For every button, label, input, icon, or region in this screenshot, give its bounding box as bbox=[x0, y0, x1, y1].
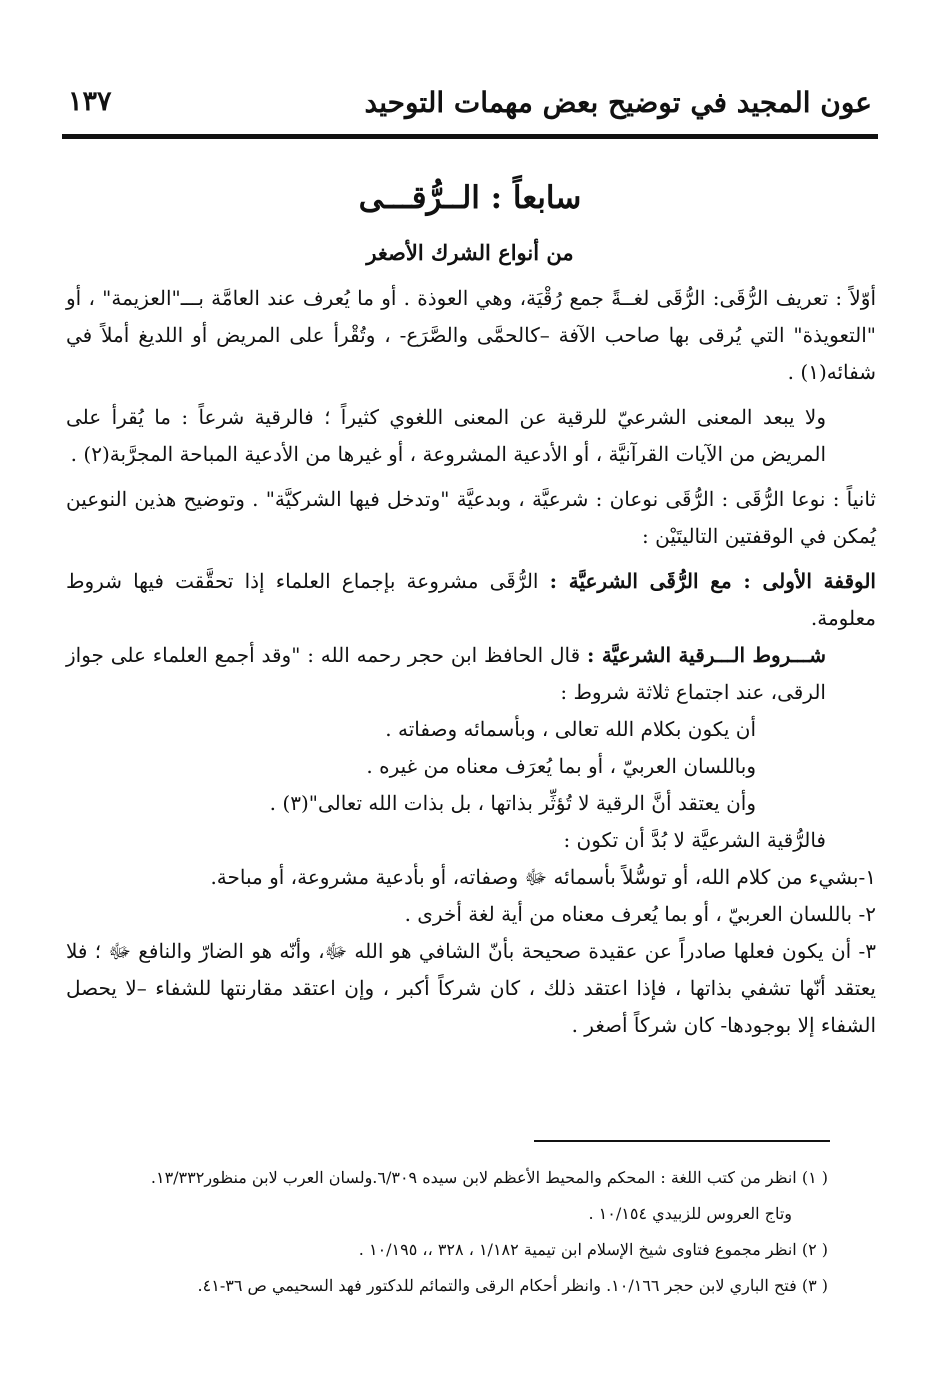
conditions-text: قال الحافظ ابن حجر رحمه الله : "وقد أجمع العلماء على جواز الرقى، عند اجتماع ثلاثة شروط : bbox=[66, 643, 826, 704]
footnote-1-continuation: وتاج العروس للزبيدي ١٠/١٥٤ . bbox=[588, 1204, 792, 1223]
footnote-1: ( ١) انظر من كتب اللغة : المحكم والمحيط الأعظم لابن سيده ٦/٣٠٩.ولسان العرب لابن منظور١٣/٣٣٢. bbox=[150, 1168, 828, 1187]
condition-3: وأن يعتقد أنَّ الرقية لا تُؤثِّر بذاتها ، بل بذات الله تعالى"(٣) . bbox=[269, 791, 756, 815]
condition-1: أن يكون بكلام الله تعالى ، وبأسمائه وصفاته . bbox=[385, 717, 756, 741]
condition-2: وباللسان العربيّ ، أو بما يُعرَف معناه من غيره . bbox=[366, 754, 756, 778]
legal-meaning-paragraph: ولا يبعد المعنى الشرعيّ للرقية عن المعنى اللغوي كثيراً ؛ فالرقية شرعاً : ما يُقرأ على المريض من الآيات القرآنيَّة ، أو الأدعية المشروعة ، أو غيرها من الأدعية المباحة المجرَّبة(٢) . bbox=[66, 405, 826, 466]
types-paragraph: ثانياً : نوعا الرُّقَى : الرُّقَى نوعان : شرعيَّة ، وبدعيَّة "وتدخل فيها الشركيَّة" . وتوضيح هذين النوعين يُمكن في الوقفتين التاليتَيْن : bbox=[66, 487, 876, 548]
first-pause-text: الرُّقَى مشروعة بإجماع العلماء إذا تحقَّقت فيها شروط معلومة. bbox=[66, 569, 876, 630]
page-number: ١٣٧ bbox=[68, 86, 112, 117]
list-item-1: ١-بشيء من كلام الله، أو توسُّلاً بأسمائه ﷻ وصفاته، أو بأدعية مشروعة، أو مباحة. bbox=[210, 865, 876, 889]
conditions-paragraph bbox=[66, 637, 876, 711]
definition-paragraph: أوّلاً : تعريف الرُّقَى: الرُّقَى لغــةً جمع رُقْيَة، وهي العوذة . أو ما يُعرف عند العامَّة بـــ"العزيمة" ، أو "التعويذة" التي يُرقى بها صاحب الآفة –كالحمَّى والصَّرَع- ، وتُقْرأ على المريض أو اللديغ أملاً في شفائه(١) . bbox=[66, 286, 876, 384]
conditions-label: شـــروط الـــرقية الشرعيَّة : bbox=[587, 643, 826, 667]
body-text bbox=[66, 280, 876, 1044]
running-title: عون المجيد في توضيح بعض مهمات التوحيد bbox=[364, 86, 872, 119]
footnote-rule bbox=[534, 1140, 830, 1142]
footnote-3: ( ٣) فتح الباري لابن حجر ١٠/١٦٦. وانظر أحكام الرقى والتمائم للدكتور فهد السحيمي ص ٣٦-٤١. bbox=[197, 1276, 828, 1295]
chapter-subtitle: من أنواع الشرك الأصغر bbox=[366, 240, 574, 265]
footnote-2: ( ٢) انظر مجموع فتاوى شيخ الإسلام ابن تيمية ١/١٨٢ ، ٣٢٨ ،، ١٠/١٩٥ . bbox=[358, 1240, 828, 1259]
list-item-3: ٣- أن يكون فعلها صادراً عن عقيدة صحيحة بأنّ الشافي هو الله ﷻ، وأنّه هو الضارّ والنافع ﷻ ؛ فلا يعتقد أنّها تشفي بذاتها ، فإذا اعتقد ذلك ، كان شركاً أكبر ، وإن اعتقد مقارنتها للشفاء –لا يحصل الشفاء إلا بوجودها- كان شركاً أصغر . bbox=[66, 939, 876, 1037]
header-rule bbox=[62, 134, 878, 139]
footnotes bbox=[70, 1160, 828, 1304]
running-head bbox=[68, 86, 872, 126]
summary-paragraph: فالرُّقية الشرعيَّة لا بُدَّ أن تكون : bbox=[563, 828, 826, 852]
list-item-2: ٢- باللسان العربيّ ، أو بما يُعرف معناه من أية لغة أخرى . bbox=[404, 902, 876, 926]
chapter-title: سابعاً : الــرُّقـــى bbox=[358, 180, 582, 216]
first-pause-label: الوقفة الأولى : مع الرُّقَى الشرعيَّة : bbox=[549, 569, 876, 593]
first-pause-paragraph bbox=[66, 563, 876, 637]
